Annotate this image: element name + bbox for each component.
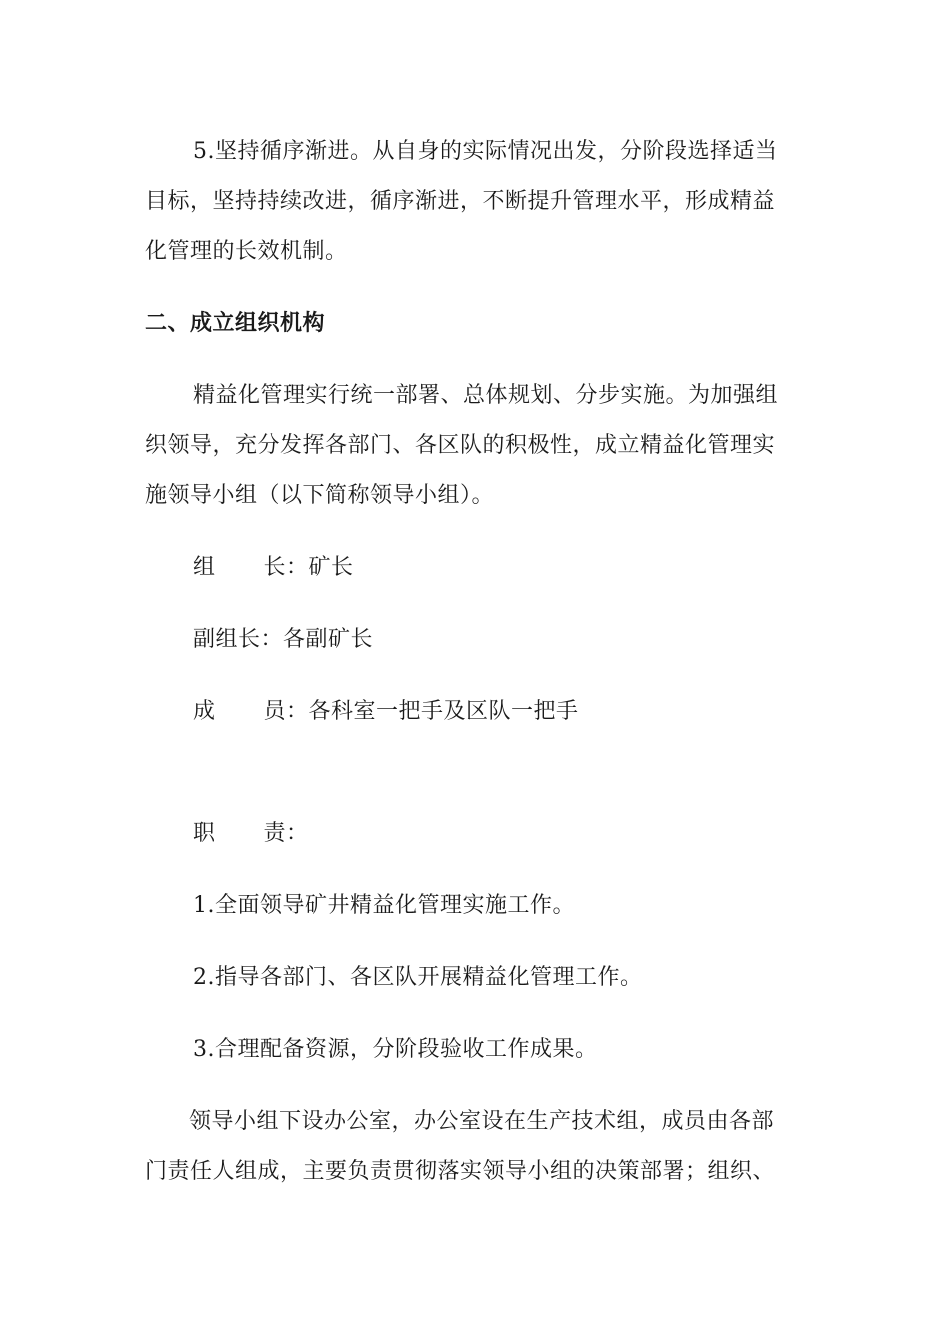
member-line [193,697,579,727]
leader-label-b: 长：矿长 [263,555,354,580]
duties-title-b: 责： [263,821,309,846]
office-line-1: 领导小组下设办公室，办公室设在生产技术组，成员由各部 [189,1109,775,1134]
leader-label-a: 组 [193,555,216,580]
duties-title [193,819,309,849]
duty-item-1: 1.全面领导矿井精益化管理实施工作。 [193,893,575,918]
intro-line-1: 精益化管理实行统一部署、总体规划、分步实施。为加强组 [193,383,779,408]
member-label-a: 成 [193,699,216,724]
deputy-line: 副组长：各副矿长 [193,627,374,652]
duty-item-3: 3.合理配备资源，分阶段验收工作成果。 [193,1037,598,1062]
paragraph-5-line-2: 目标，坚持持续改进，循序渐进，不断提升管理水平，形成精益 [145,189,776,214]
duties-title-a: 职 [193,821,216,846]
member-label-b: 员：各科室一把手及区队一把手 [263,699,579,724]
paragraph-5-line-3: 化管理的长效机制。 [145,239,348,264]
office-line-2: 门责任人组成，主要负责贯彻落实领导小组的决策部署；组织、 [145,1159,776,1184]
intro-line-2: 织领导，充分发挥各部门、各区队的积极性，成立精益化管理实 [145,433,776,458]
leader-line [193,553,354,583]
section-heading: 二、成立组织机构 [145,311,326,336]
duty-item-2: 2.指导各部门、各区队开展精益化管理工作。 [193,965,643,990]
paragraph-5-line-1: 5.坚持循序渐进。从自身的实际情况出发，分阶段选择适当 [193,139,778,164]
intro-line-3: 施领导小组（以下简称领导小组）。 [145,483,495,508]
